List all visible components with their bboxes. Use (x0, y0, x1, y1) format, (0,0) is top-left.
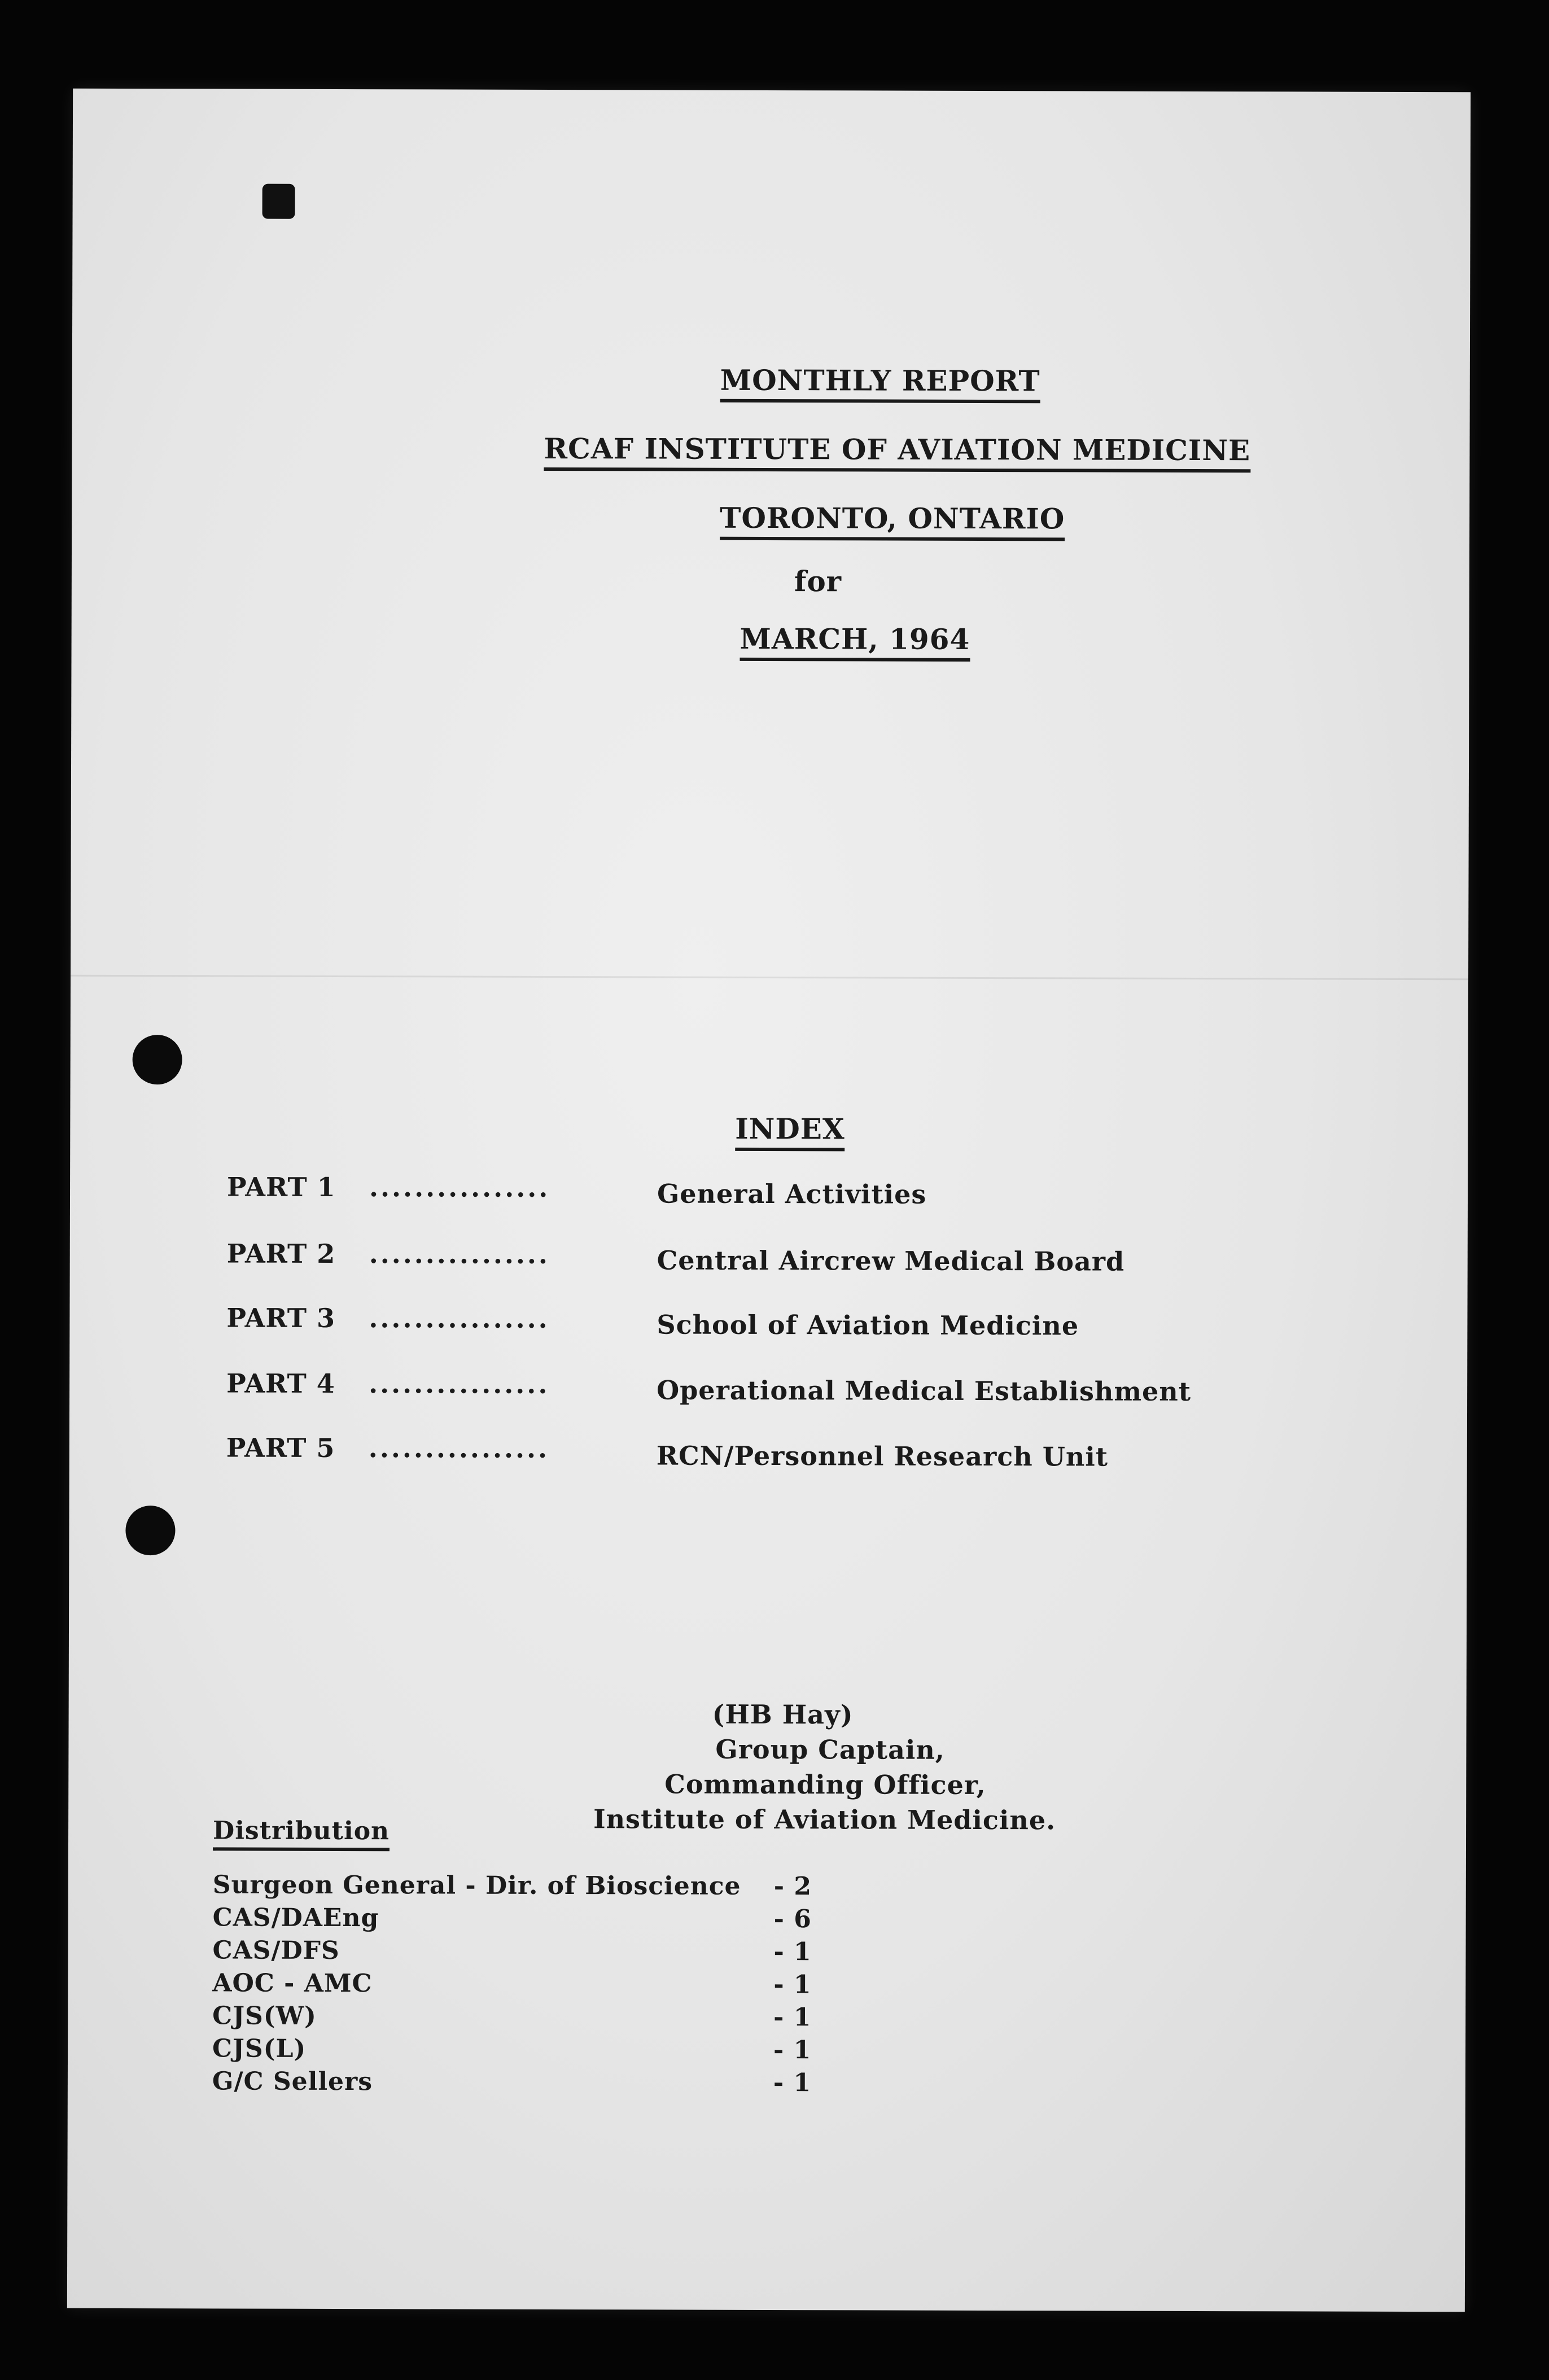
distribution-heading: Distribution (213, 1816, 390, 1851)
signatory-name: (HB Hay) (712, 1699, 854, 1730)
index-title-4: Operational Medical Establishment (657, 1375, 1192, 1407)
report-title: MONTHLY REPORT (720, 364, 1040, 403)
punch-hole-top (133, 1035, 182, 1084)
punch-hole-bottom (125, 1506, 175, 1555)
index-title-3: School of Aviation Medicine (657, 1309, 1079, 1341)
distribution-recipient: CAS/DAEng (212, 1903, 379, 1933)
location: TORONTO, ONTARIO (720, 501, 1065, 541)
index-leader-1: ................ (369, 1172, 550, 1203)
signatory-rank: Group Captain, (715, 1734, 945, 1765)
index-title-5: RCN/Personnel Research Unit (656, 1440, 1109, 1472)
distribution-copies: - 1 (773, 2036, 812, 2065)
index-leader-4: ................ (369, 1368, 550, 1399)
distribution-copies: - 1 (773, 1937, 812, 1967)
index-part-1: PART 1 (226, 1171, 336, 1202)
distribution-copies: - 1 (773, 2068, 812, 2098)
signatory-unit: Institute of Aviation Medicine. (593, 1804, 1056, 1836)
institute-name: RCAF INSTITUTE OF AVIATION MEDICINE (544, 432, 1250, 473)
distribution-recipient: Surgeon General - Dir. of Bioscience (212, 1870, 741, 1901)
distribution-copies: - 1 (773, 1970, 812, 2000)
distribution-copies: - 2 (773, 1872, 812, 1901)
distribution-recipient: G/C Sellers (212, 2067, 373, 2097)
ink-blot (262, 184, 295, 219)
report-date: MARCH, 1964 (740, 622, 970, 662)
index-title-1: General Activities (657, 1178, 927, 1210)
index-part-5: PART 5 (226, 1432, 335, 1463)
index-leader-5: ................ (368, 1433, 550, 1464)
index-title-2: Central Aircrew Medical Board (657, 1245, 1125, 1277)
document-page (67, 89, 1471, 2312)
index-heading: INDEX (735, 1112, 845, 1152)
distribution-recipient: CAS/DFS (212, 1936, 340, 1966)
index-part-3: PART 3 (226, 1302, 336, 1333)
index-part-4: PART 4 (226, 1368, 335, 1399)
distribution-recipient: AOC - AMC (212, 1968, 373, 1998)
distribution-recipient: CJS(W) (212, 2001, 317, 2031)
index-leader-3: ................ (369, 1303, 550, 1334)
signatory-role: Commanding Officer, (664, 1769, 986, 1801)
distribution-copies: - 6 (773, 1905, 812, 1934)
fold-line (71, 975, 1468, 980)
distribution-recipient: CJS(L) (212, 2034, 307, 2063)
index-part-2: PART 2 (226, 1238, 336, 1269)
for-label: for (794, 565, 842, 598)
index-leader-2: ................ (369, 1239, 550, 1270)
distribution-copies: - 1 (773, 2003, 812, 2032)
